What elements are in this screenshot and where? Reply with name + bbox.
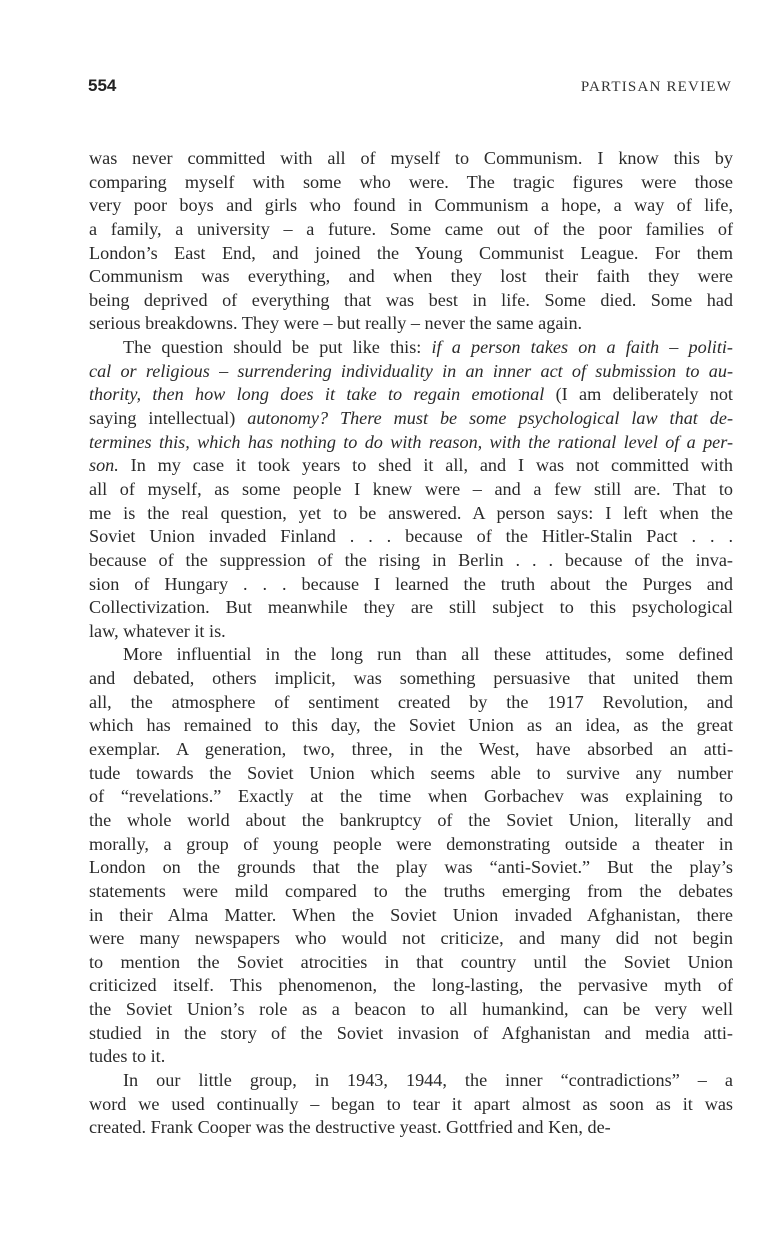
text-line xyxy=(89,407,733,431)
text-line xyxy=(89,691,733,715)
text-segment: statements were mild compared to the truths emerging from the debates xyxy=(89,880,733,901)
text-segment: all of myself, as some people I knew were – and a few still are. That to xyxy=(89,478,733,499)
text-segment: of “revelations.” Exactly at the time when Gorbachev was explaining to xyxy=(89,786,733,807)
text-segment: because of the suppression of the rising in Berlin . . . because of the inva- xyxy=(89,549,733,570)
text-segment: being deprived of everything that was best in life. Some died. Some had xyxy=(89,289,733,310)
text-segment: London on the grounds that the play was “anti-Soviet.” But the play’s xyxy=(89,857,733,878)
text-line xyxy=(89,171,733,195)
paragraph xyxy=(89,643,733,1069)
text-segment: a family, a university – a future. Some came out of the poor families of xyxy=(89,218,733,239)
text-segment: was never committed with all of myself to Communism. I know this by xyxy=(89,148,733,168)
text-segment: In my case it took years to shed it all, and I was not committed with xyxy=(118,455,733,476)
text-segment: law, whatever it is. xyxy=(89,620,226,641)
italic-text: son. xyxy=(89,455,119,476)
text-segment: all, the atmosphere of sentiment created by the 1917 Revolution, and xyxy=(89,691,733,712)
italic-text: thority, then how long does it take to regain emotional xyxy=(89,384,545,405)
journal-title: PARTISAN REVIEW xyxy=(580,79,732,95)
text-segment: studied in the story of the Soviet invasion of Afghanistan and media atti- xyxy=(89,1022,733,1043)
text-line xyxy=(89,573,733,597)
page-number: 554 xyxy=(88,76,117,95)
text-line xyxy=(89,738,733,762)
text-line xyxy=(89,1069,733,1093)
text-line xyxy=(89,927,733,951)
text-line xyxy=(89,643,733,667)
text-segment: word we used continually – began to tear it apart almost as soon as it was xyxy=(89,1093,733,1114)
text-line xyxy=(89,596,733,620)
text-line xyxy=(89,1116,733,1140)
text-line xyxy=(89,360,733,384)
italic-text: cal or religious – surrendering individuality in an inner act of submission to au- xyxy=(89,360,733,381)
text-segment: morally, a group of young people were demonstrating outside a theater in xyxy=(89,833,733,854)
text-line xyxy=(89,762,733,786)
text-line xyxy=(89,454,733,478)
text-line xyxy=(89,1022,733,1046)
text-segment: Collectivization. But meanwhile they are still subject to this psychological xyxy=(89,597,733,618)
text-line xyxy=(89,1093,733,1117)
text-segment: in their Alma Matter. When the Soviet Union invaded Afghanistan, there xyxy=(89,904,733,925)
text-segment: In our little group, in 1943, 1944, the inner “contradictions” – a xyxy=(123,1069,733,1090)
text-line xyxy=(89,218,733,242)
text-segment: comparing myself with some who were. The tragic figures were those xyxy=(89,171,733,192)
text-line xyxy=(89,525,733,549)
text-line xyxy=(89,478,733,502)
text-line xyxy=(89,431,733,455)
text-line xyxy=(89,620,733,644)
paragraph xyxy=(89,147,733,336)
text-segment: very poor boys and girls who found in Communism a hope, a way of life, xyxy=(89,195,733,216)
paragraph xyxy=(89,336,733,643)
article-body xyxy=(89,147,733,1140)
text-line xyxy=(89,312,733,336)
text-line xyxy=(89,147,733,171)
text-line xyxy=(89,856,733,880)
text-segment: The question should be put like this: xyxy=(123,337,432,358)
text-line xyxy=(89,549,733,573)
text-segment: criticized itself. This phenomenon, the long-lasting, the pervasive myth of xyxy=(89,975,733,996)
text-line xyxy=(89,289,733,313)
text-segment: Soviet Union invaded Finland . . . because of the Hitler-Stalin Pact . . . xyxy=(89,526,733,547)
text-segment: sion of Hungary . . . because I learned the truth about the Purges and xyxy=(89,573,733,594)
text-segment: to mention the Soviet atrocities in that country until the Soviet Union xyxy=(89,951,733,972)
text-line xyxy=(89,383,733,407)
text-segment: me is the real question, yet to be answered. A person says: I left when the xyxy=(89,502,733,523)
text-line xyxy=(89,809,733,833)
text-line xyxy=(89,785,733,809)
text-line xyxy=(89,194,733,218)
text-segment: tude towards the Soviet Union which seems able to survive any number xyxy=(89,762,733,783)
italic-text: if a person takes on a faith – politi- xyxy=(431,337,733,358)
text-segment: which has remained to this day, the Soviet Union as an idea, as the great xyxy=(89,715,733,736)
text-segment: the Soviet Union’s role as a beacon to all humankind, can be very well xyxy=(89,999,733,1020)
text-segment: were many newspapers who would not criticize, and many did not begin xyxy=(89,928,733,949)
text-line xyxy=(89,974,733,998)
text-segment: Communism was everything, and when they lost their faith they were xyxy=(89,266,733,287)
text-segment: tudes to it. xyxy=(89,1046,166,1067)
paragraph xyxy=(89,1069,733,1140)
text-segment: saying intellectual) xyxy=(89,408,248,429)
text-line xyxy=(89,502,733,526)
italic-text: autonomy? There must be some psychological law that de- xyxy=(247,408,733,429)
text-segment: and debated, others implicit, was something persuasive that united them xyxy=(89,668,733,689)
text-line xyxy=(89,880,733,904)
text-segment: created. Frank Cooper was the destructive yeast. Gottfried and Ken, de- xyxy=(89,1117,611,1138)
text-line xyxy=(89,1045,733,1069)
text-line xyxy=(89,242,733,266)
text-segment: London’s East End, and joined the Young Communist League. For them xyxy=(89,242,733,263)
running-header xyxy=(88,76,732,102)
text-line xyxy=(89,998,733,1022)
text-segment: (I am deliberately not xyxy=(544,384,733,405)
text-line xyxy=(89,833,733,857)
text-line xyxy=(89,667,733,691)
text-segment: serious breakdowns. They were – but really – never the same again. xyxy=(89,313,583,334)
text-line xyxy=(89,265,733,289)
text-line xyxy=(89,951,733,975)
text-segment: More influential in the long run than all these attitudes, some defined xyxy=(123,644,733,665)
text-segment: exemplar. A generation, two, three, in the West, have absorbed an atti- xyxy=(89,739,733,760)
italic-text: termines this, which has nothing to do with reason, with the rational level of a per- xyxy=(89,431,733,452)
text-segment: the whole world about the bankruptcy of the Soviet Union, literally and xyxy=(89,809,733,830)
text-line xyxy=(89,904,733,928)
text-line xyxy=(89,714,733,738)
text-line xyxy=(89,336,733,360)
